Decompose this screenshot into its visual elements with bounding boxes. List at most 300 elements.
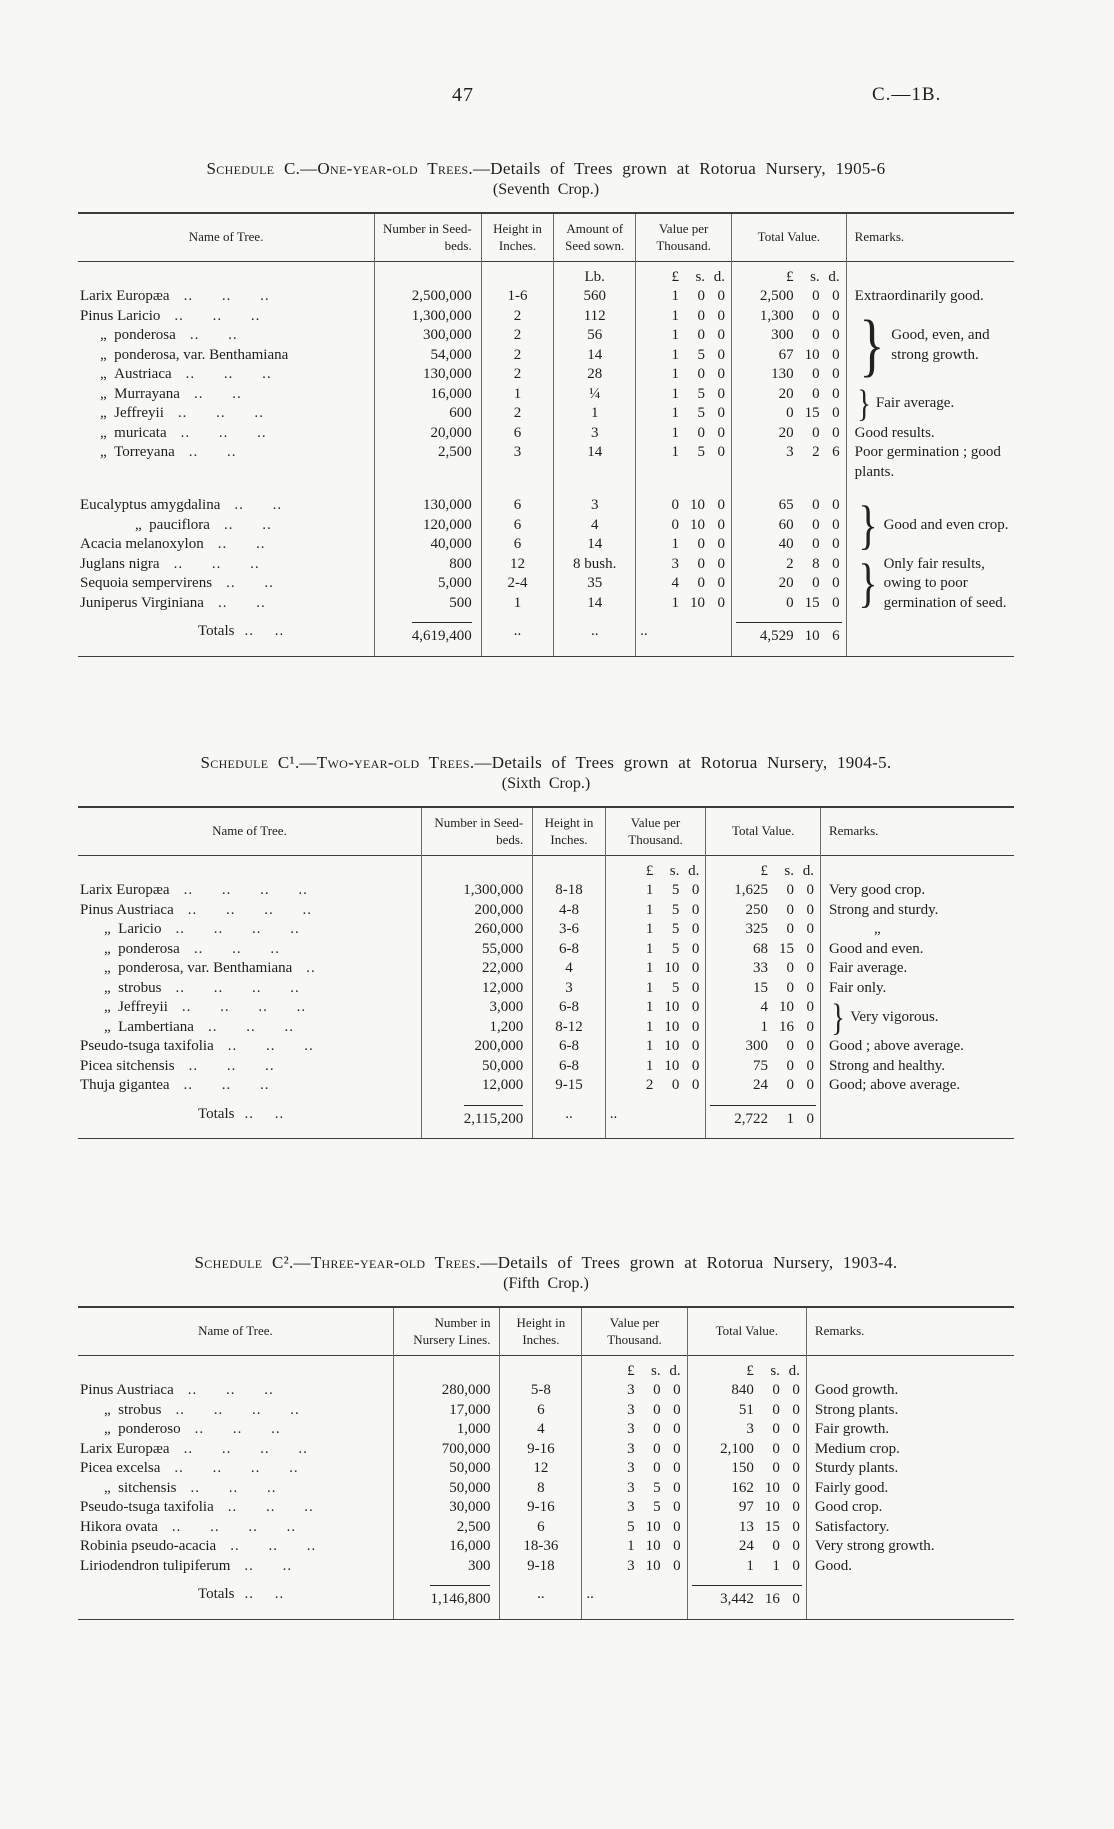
totals-name xyxy=(78,613,375,656)
remark-cell xyxy=(806,1459,1014,1479)
amount-cell: 14 xyxy=(554,594,636,614)
tree-name: „ strobus xyxy=(104,1401,162,1418)
height-cell: 6 xyxy=(500,1401,582,1421)
height-cell: 9-16 xyxy=(500,1498,582,1518)
money-value: 840 0 0 xyxy=(731,1382,800,1399)
height-cell: 6 xyxy=(500,1518,582,1538)
crop-subtitle: (Seventh Crop.) xyxy=(492,181,600,199)
value-cell xyxy=(636,594,732,614)
total-cell xyxy=(732,346,847,366)
tree-name: Eucalyptus amygdalina xyxy=(80,497,221,514)
remark-cell xyxy=(846,287,1014,307)
remark-cell xyxy=(820,998,1014,1037)
totals-height: .. xyxy=(500,1576,582,1619)
tree-name: „ Jeffreyii xyxy=(100,405,164,422)
two-year-old-trees-table xyxy=(78,806,1014,1139)
tree-name-cell xyxy=(78,1420,393,1440)
totals-number: 2,115,200 xyxy=(464,1105,523,1130)
value-cell xyxy=(636,287,732,307)
amount-cell: 14 xyxy=(554,535,636,555)
schedule-title-rest: —Details of Trees grown at Rotorua Nursery, 1904-5. xyxy=(474,753,892,772)
unit-remarks xyxy=(820,855,1014,881)
money-value: 3 0 0 xyxy=(746,1421,800,1438)
tree-name-cell xyxy=(78,516,375,536)
tree-name-cell xyxy=(78,1498,393,1518)
tree-name-cell xyxy=(78,555,375,575)
total-cell xyxy=(732,443,847,482)
totals-value: .. xyxy=(582,1576,687,1619)
height-cell: 5-8 xyxy=(500,1381,582,1401)
tree-name: Acacia melanoxylon xyxy=(80,536,204,553)
remark-text: Good ; above average. xyxy=(828,1038,964,1055)
height-cell: 9-16 xyxy=(500,1440,582,1460)
value-cell xyxy=(582,1518,687,1538)
money-value: 1 16 0 xyxy=(760,1018,814,1035)
number-cell: 22,000 xyxy=(421,959,532,979)
tree-name-cell xyxy=(78,881,421,901)
tree-name-cell xyxy=(78,287,375,307)
column-header-value: Value per Thousand. xyxy=(636,213,732,261)
leader-dots: .. .. .. .. xyxy=(175,979,300,996)
tree-name: Pseudo-tsuga taxifolia xyxy=(80,1038,214,1055)
tree-name: Picea excelsa xyxy=(80,1460,161,1477)
value-cell xyxy=(636,307,732,327)
amount-cell: 8 bush. xyxy=(554,555,636,575)
tree-name: Juglans nigra xyxy=(80,555,160,572)
money-value: 1 5 0 xyxy=(645,882,700,899)
number-cell: 130,000 xyxy=(375,365,482,385)
money-value: 250 0 0 xyxy=(745,901,814,918)
remark-text: Good crop. xyxy=(814,1499,883,1516)
tree-name: „ muricata xyxy=(100,424,167,441)
remark-cell xyxy=(846,443,1014,482)
total-cell xyxy=(732,482,847,516)
column-header-total: Total Value. xyxy=(732,213,847,261)
three-year-old-trees-table xyxy=(78,1306,1014,1620)
amount-cell: 1 xyxy=(554,404,636,424)
totals-value: .. xyxy=(605,1096,706,1139)
leader-dots: .. .. .. .. xyxy=(183,1440,308,1457)
value-cell xyxy=(636,443,732,482)
column-header-name: Name of Tree. xyxy=(198,1323,273,1339)
number-cell: 2,500,000 xyxy=(375,287,482,307)
value-cell xyxy=(636,482,732,516)
money-value: 1 1 0 xyxy=(746,1557,800,1574)
money-value: 20 0 0 xyxy=(778,575,840,592)
money-value: 1 10 0 xyxy=(645,960,700,977)
height-cell: 4 xyxy=(533,959,606,979)
column-header-total: Total Value. xyxy=(687,1307,806,1355)
unit-amount: Lb. xyxy=(554,261,636,287)
remark-text: Very vigorous. xyxy=(850,1008,939,1025)
value-cell xyxy=(605,920,706,940)
tree-name-cell xyxy=(78,574,375,594)
money-value: 33 0 0 xyxy=(752,960,814,977)
totals-total xyxy=(732,613,847,656)
leader-dots: .. .. xyxy=(244,1586,285,1603)
tree-name: Pinus Austriaca xyxy=(80,901,174,918)
height-cell: 8-12 xyxy=(533,1018,606,1038)
leader-dots: .. .. .. .. xyxy=(187,901,312,918)
total-cell xyxy=(732,385,847,405)
height-cell: 2 xyxy=(481,365,554,385)
value-cell xyxy=(605,1037,706,1057)
tree-name: „ ponderosa xyxy=(100,327,176,344)
number-cell: 200,000 xyxy=(421,1037,532,1057)
tree-name: Robinia pseudo-acacia xyxy=(80,1538,217,1555)
unit-height xyxy=(500,1355,582,1381)
remark-text: Good growth. xyxy=(814,1382,899,1399)
leader-dots: .. .. .. .. xyxy=(183,882,308,899)
leader-dots: .. .. .. xyxy=(230,1538,317,1555)
money-value: 1,300 0 0 xyxy=(759,307,840,324)
column-header-number: Number in Seed-beds. xyxy=(421,807,532,855)
column-header-number: Number in Nursery Lines. xyxy=(393,1307,500,1355)
tree-name-cell xyxy=(78,1440,393,1460)
total-cell xyxy=(706,920,821,940)
total-cell xyxy=(732,555,847,575)
money-value: 2,100 0 0 xyxy=(720,1440,800,1457)
total-cell xyxy=(687,1381,806,1401)
total-cell xyxy=(732,516,847,536)
height-cell: 3 xyxy=(533,979,606,999)
tree-name-cell xyxy=(78,1076,421,1096)
tree-name: „ ponderosa xyxy=(104,940,180,957)
leader-dots: .. .. .. xyxy=(174,307,261,324)
amount-cell: 3 xyxy=(554,482,636,516)
schedule-title-caps: Schedule C¹.—Two-year-old Trees. xyxy=(200,753,475,772)
unit-value xyxy=(582,1355,687,1381)
totals-label: Totals xyxy=(198,623,235,640)
remark-cell xyxy=(820,881,1014,901)
leader-dots: .. .. .. xyxy=(188,1057,275,1074)
amount-cell: 112 xyxy=(554,307,636,327)
amount-cell: 3 xyxy=(554,424,636,444)
value-cell xyxy=(636,365,732,385)
height-cell: 18-36 xyxy=(500,1537,582,1557)
money-value: 1 0 0 xyxy=(671,536,726,553)
totals-label: Totals xyxy=(198,1586,235,1603)
total-cell xyxy=(687,1401,806,1421)
remark-cell xyxy=(820,1057,1014,1077)
number-cell: 50,000 xyxy=(393,1459,500,1479)
leader-dots: .. .. xyxy=(226,575,274,592)
number-cell: 2,500 xyxy=(393,1518,500,1538)
remark-cell xyxy=(820,1037,1014,1057)
brace-glyph: } xyxy=(831,996,845,1039)
money-value: 130 0 0 xyxy=(771,366,840,383)
totals-remarks xyxy=(846,613,1014,656)
money-value: 13 15 0 xyxy=(738,1518,800,1535)
height-cell: 2 xyxy=(481,326,554,346)
tree-name: „ ponderoso xyxy=(104,1421,181,1438)
remark-text: Fair average. xyxy=(828,960,908,977)
total-cell xyxy=(687,1498,806,1518)
value-cell xyxy=(582,1459,687,1479)
tree-name: „ Austriaca xyxy=(100,366,172,383)
column-header-total: Total Value. xyxy=(706,807,821,855)
height-cell: 6 xyxy=(481,482,554,516)
number-cell: 1,300,000 xyxy=(421,881,532,901)
total-cell xyxy=(732,404,847,424)
money-value: 1 10 0 xyxy=(645,1018,700,1035)
column-header-value: Value per Thousand. xyxy=(605,807,706,855)
leader-dots: .. .. .. xyxy=(177,405,264,422)
height-cell: 2-4 xyxy=(481,574,554,594)
remark-text: Good; above average. xyxy=(828,1077,961,1094)
money-value: 15 0 0 xyxy=(752,979,814,996)
total-cell xyxy=(706,1018,821,1038)
tree-name: „ Torreyana xyxy=(100,444,175,461)
tree-name-cell xyxy=(78,1018,421,1038)
height-cell: 8 xyxy=(500,1479,582,1499)
money-value: 3 0 0 xyxy=(671,555,726,572)
value-cell xyxy=(636,326,732,346)
total-cell xyxy=(687,1420,806,1440)
total-cell xyxy=(687,1537,806,1557)
money-value: 0 10 0 xyxy=(671,497,726,514)
value-cell xyxy=(582,1381,687,1401)
total-cell xyxy=(732,307,847,327)
height-cell: 3-6 xyxy=(533,920,606,940)
total-cell xyxy=(706,940,821,960)
remark-cell xyxy=(846,555,1014,614)
leader-dots: .. .. .. xyxy=(227,1499,314,1516)
remark-cell xyxy=(806,1537,1014,1557)
money-value: 1 10 0 xyxy=(645,1057,700,1074)
tree-name: „ Lambertiana xyxy=(104,1018,194,1035)
brace-glyph: } xyxy=(858,307,885,384)
total-cell xyxy=(687,1459,806,1479)
tree-name-cell xyxy=(78,535,375,555)
brace-glyph: } xyxy=(857,494,878,555)
remark-cell xyxy=(846,385,1014,424)
leader-dots: .. .. xyxy=(244,623,285,640)
money-value: 1 5 0 xyxy=(645,979,700,996)
tree-name-cell xyxy=(78,482,375,516)
tree-name: Pseudo-tsuga taxifolia xyxy=(80,1499,214,1516)
number-cell: 50,000 xyxy=(393,1479,500,1499)
leader-dots: .. .. .. xyxy=(190,1479,277,1496)
money-value: 2 8 0 xyxy=(786,555,840,572)
totals-number: 4,619,400 xyxy=(412,622,472,647)
number-cell: 300 xyxy=(393,1557,500,1577)
tree-name-cell xyxy=(78,1537,393,1557)
tree-name: Pinus Laricio xyxy=(80,307,161,324)
remark-cell xyxy=(820,959,1014,979)
tree-name-cell xyxy=(78,998,421,1018)
column-header-height: Height in Inches. xyxy=(500,1307,582,1355)
remark-cell xyxy=(820,901,1014,921)
money-value: 1 5 0 xyxy=(645,901,700,918)
number-cell: 54,000 xyxy=(375,346,482,366)
schedule-three-year-old xyxy=(78,1252,1014,1620)
money-value: 20 0 0 xyxy=(778,424,840,441)
number-cell: 30,000 xyxy=(393,1498,500,1518)
total-cell xyxy=(687,1440,806,1460)
column-header-remarks: Remarks. xyxy=(846,213,1014,261)
money-value: 67 10 0 xyxy=(778,346,840,363)
value-cell xyxy=(582,1557,687,1577)
number-cell: 1,300,000 xyxy=(375,307,482,327)
totals-number xyxy=(393,1576,500,1619)
amount-cell: 4 xyxy=(554,516,636,536)
value-cell xyxy=(582,1401,687,1421)
money-value: £ s. d. xyxy=(627,1362,681,1379)
remark-cell xyxy=(846,307,1014,385)
remark-cell xyxy=(846,482,1014,555)
schedule-title xyxy=(78,1252,1014,1273)
value-cell xyxy=(605,1057,706,1077)
leader-dots: .. .. xyxy=(189,327,238,344)
remark-cell xyxy=(846,424,1014,444)
money-value: 2 0 0 xyxy=(645,1077,700,1094)
tree-name-cell xyxy=(78,404,375,424)
tree-name: Hikora ovata xyxy=(80,1518,158,1535)
money-value: 300 0 0 xyxy=(745,1038,814,1055)
height-cell: 2 xyxy=(481,307,554,327)
value-cell xyxy=(636,424,732,444)
tree-name: „ pauciflora xyxy=(135,516,210,533)
leader-dots: .. .. xyxy=(244,1557,293,1574)
remark-text: Fairly good. xyxy=(814,1479,889,1496)
money-value: 68 15 0 xyxy=(752,940,814,957)
remark-cell xyxy=(806,1557,1014,1577)
totals-number: 1,146,800 xyxy=(430,1585,490,1610)
money-value: 97 10 0 xyxy=(738,1499,800,1516)
brace-glyph: } xyxy=(856,383,871,426)
totals-height: .. xyxy=(481,613,554,656)
total-cell xyxy=(706,979,821,999)
value-cell xyxy=(605,1076,706,1096)
value-cell xyxy=(605,998,706,1018)
money-value: 1 0 0 xyxy=(671,366,726,383)
money-value: £ s. d. xyxy=(671,268,726,285)
tree-name: „ ponderosa, var. Benthamiana xyxy=(104,960,293,977)
totals-number xyxy=(375,613,482,656)
money-value: 1 0 0 xyxy=(671,307,726,324)
money-value: 3 0 0 xyxy=(627,1460,681,1477)
money-value: 4 10 0 xyxy=(760,999,814,1016)
unit-total xyxy=(687,1355,806,1381)
total-cell xyxy=(687,1518,806,1538)
schedule-title-caps: Schedule C².—Three-year-old Trees. xyxy=(194,1253,481,1272)
totals-name xyxy=(78,1576,393,1619)
number-cell: 2,500 xyxy=(375,443,482,482)
money-value: 1 5 0 xyxy=(671,444,726,461)
tree-name-cell xyxy=(78,443,375,482)
unit-number xyxy=(375,261,482,287)
number-cell: 280,000 xyxy=(393,1381,500,1401)
column-header-height: Height in Inches. xyxy=(533,807,606,855)
amount-cell: 560 xyxy=(554,287,636,307)
leader-dots: .. .. xyxy=(234,497,283,514)
money-value: £ s. d. xyxy=(746,1362,800,1379)
totals-remarks xyxy=(806,1576,1014,1619)
number-cell: 40,000 xyxy=(375,535,482,555)
money-value: 3 0 0 xyxy=(627,1421,681,1438)
totals-total xyxy=(687,1576,806,1619)
total-cell xyxy=(706,1057,821,1077)
total-cell xyxy=(732,574,847,594)
height-cell: 6 xyxy=(481,424,554,444)
height-cell: 12 xyxy=(481,555,554,575)
remark-text: Sturdy plants. xyxy=(814,1460,899,1477)
remark-text: Very good crop. xyxy=(828,882,926,899)
money-value: 1 5 0 xyxy=(671,385,726,402)
number-cell: 600 xyxy=(375,404,482,424)
leader-dots: .. .. .. xyxy=(185,366,272,383)
height-cell: 1 xyxy=(481,385,554,405)
leader-dots: .. .. xyxy=(193,385,242,402)
one-year-old-trees-table xyxy=(78,212,1014,657)
value-cell xyxy=(605,881,706,901)
money-value: 3,442 16 0 xyxy=(692,1585,802,1610)
column-header-number: Number in Seed-beds. xyxy=(375,213,482,261)
tree-name: „ sitchensis xyxy=(104,1479,177,1496)
remark-text: Good results. xyxy=(854,424,935,441)
value-cell xyxy=(582,1537,687,1557)
column-header-name: Name of Tree. xyxy=(188,229,264,245)
value-cell xyxy=(605,1018,706,1038)
totals-remarks xyxy=(820,1096,1014,1139)
height-cell: 6-8 xyxy=(533,1057,606,1077)
remark-cell xyxy=(806,1518,1014,1538)
money-value: 5 10 0 xyxy=(627,1518,681,1535)
tree-name-cell xyxy=(78,365,375,385)
amount-cell: 14 xyxy=(554,443,636,482)
leader-dots: .. .. xyxy=(188,444,237,461)
unit-value xyxy=(636,261,732,287)
tree-name: Pinus Austriaca xyxy=(80,1382,174,1399)
tree-name: „ strobus xyxy=(104,979,162,996)
remark-text: Very strong growth. xyxy=(814,1538,935,1555)
column-header-remarks: Remarks. xyxy=(820,807,1014,855)
tree-name: Picea sitchensis xyxy=(80,1057,175,1074)
remark-text: Medium crop. xyxy=(814,1440,900,1457)
schedule-title-rest: —Details of Trees grown at Rotorua Nursery, 1905-6 xyxy=(472,159,886,178)
tree-name: „ Laricio xyxy=(104,921,162,938)
height-cell: 2 xyxy=(481,346,554,366)
tree-name-cell xyxy=(78,594,375,614)
amount-cell: 56 xyxy=(554,326,636,346)
money-value: 0 15 0 xyxy=(786,594,840,611)
money-value: 1 10 0 xyxy=(627,1538,681,1555)
unit-height xyxy=(533,855,606,881)
remark-cell xyxy=(806,1498,1014,1518)
value-cell xyxy=(605,901,706,921)
money-value: 1 0 0 xyxy=(671,288,726,305)
column-header-amount: Amount of Seed sown. xyxy=(554,213,636,261)
number-cell: 800 xyxy=(375,555,482,575)
remark-text: „ xyxy=(828,921,881,938)
money-value: 1,625 0 0 xyxy=(734,882,814,899)
total-cell xyxy=(732,424,847,444)
remark-text: Strong and sturdy. xyxy=(828,901,939,918)
totals-value: .. xyxy=(636,613,732,656)
tree-name-cell xyxy=(78,326,375,346)
schedule-title xyxy=(78,158,1014,179)
unit-number xyxy=(421,855,532,881)
money-value: £ s. d. xyxy=(760,862,814,879)
tree-name: Larix Europæa xyxy=(80,1440,170,1457)
money-value: 1 5 0 xyxy=(671,346,726,363)
leader-dots: .. .. .. xyxy=(194,1421,281,1438)
total-cell xyxy=(732,326,847,346)
remark-text: Fair average. xyxy=(875,395,955,412)
value-cell xyxy=(582,1420,687,1440)
money-value: 51 0 0 xyxy=(738,1401,800,1418)
